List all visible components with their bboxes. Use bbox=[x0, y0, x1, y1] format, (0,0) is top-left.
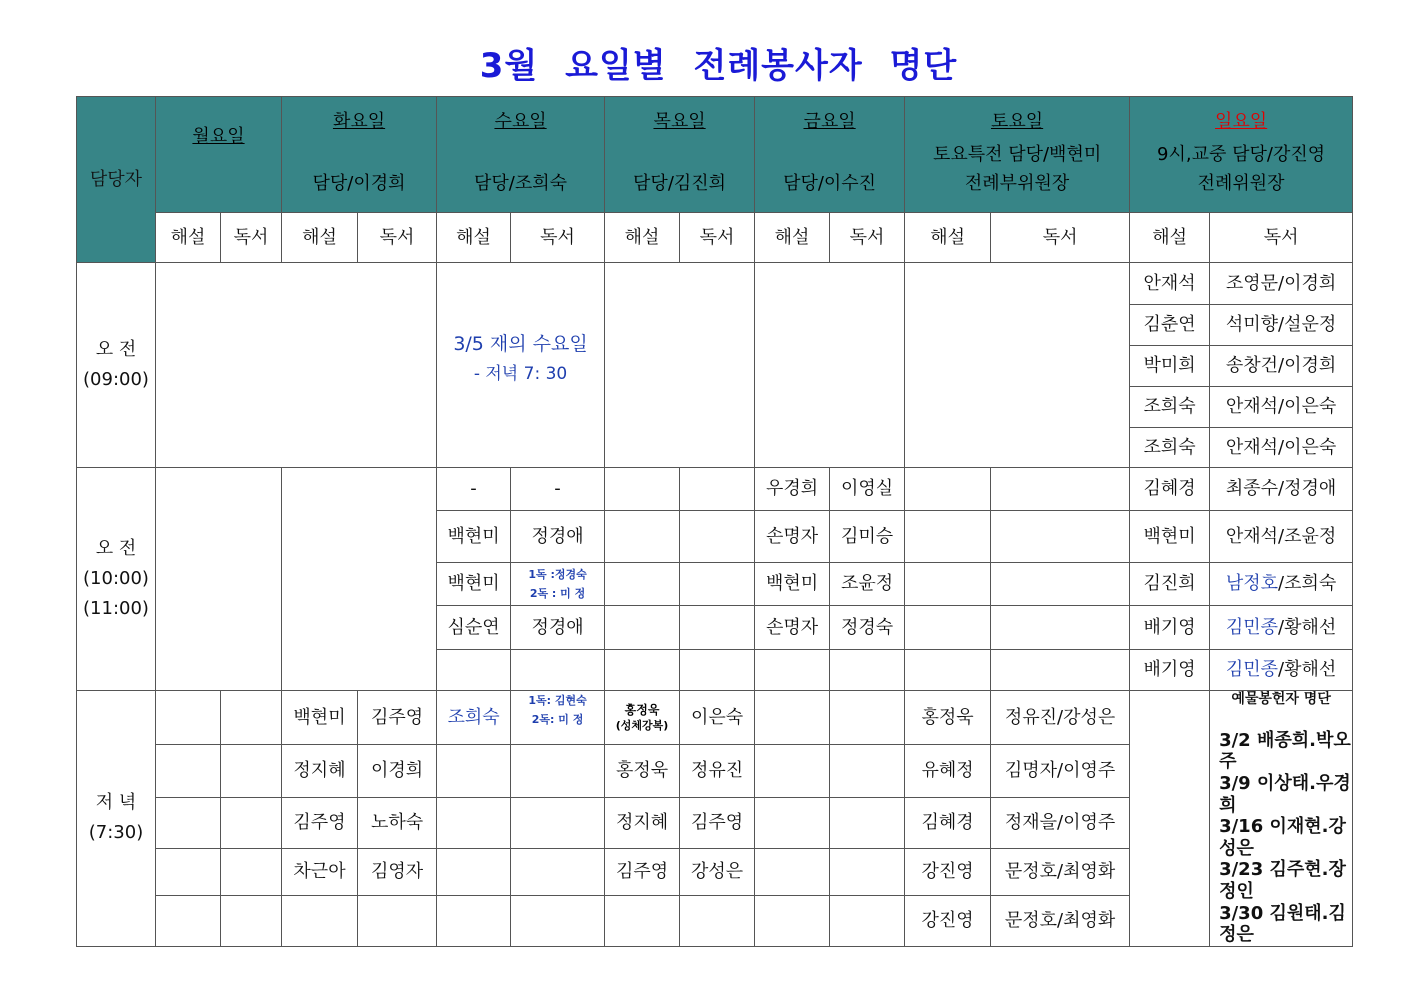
empty-cell bbox=[437, 797, 511, 848]
empty-cell bbox=[511, 849, 605, 896]
sat-eve-commentary: 강진영 bbox=[905, 896, 991, 946]
sunday9-commentary: 안재석 bbox=[1130, 263, 1210, 305]
sun10-reading: 남정호/조희숙 bbox=[1210, 563, 1353, 606]
wed10-commentary: 백현미 bbox=[437, 511, 511, 563]
sun10-reading: 김민종/황해선 bbox=[1210, 606, 1353, 650]
empty-cell bbox=[156, 896, 221, 946]
sat-eve-reading: 정재을/이영주 bbox=[991, 797, 1130, 848]
sunday9-reading: 조영문/이경희 bbox=[1210, 263, 1353, 305]
sunday9-reading: 안재석/이은숙 bbox=[1210, 387, 1353, 428]
commentary-header: 해설 bbox=[1130, 213, 1210, 263]
sunday-header: 일요일 9시,교중 담당/강진영 전례위원장 bbox=[1130, 97, 1353, 213]
wed10-reading: 1독 :정경숙 2독 : 미 정 bbox=[511, 563, 605, 606]
sunday9-reading: 송창건/이경희 bbox=[1210, 346, 1353, 387]
empty-cell bbox=[905, 511, 991, 563]
fri10-reading: 김미승 bbox=[830, 511, 905, 563]
empty-cell bbox=[680, 896, 755, 946]
empty-cell bbox=[830, 691, 905, 745]
fri10-reading: 정경숙 bbox=[830, 606, 905, 650]
saturday-header: 토요일 토요특전 담당/백현미 전례부위원장 bbox=[905, 97, 1130, 213]
reading-header: 독서 bbox=[1210, 213, 1353, 263]
commentary-header: 해설 bbox=[605, 213, 680, 263]
empty-cell bbox=[991, 468, 1130, 511]
tue-eve-commentary: 김주영 bbox=[282, 797, 358, 848]
wed10-commentary: 심순연 bbox=[437, 606, 511, 650]
wed10-reading: 정경애 bbox=[511, 511, 605, 563]
commentary-header: 해설 bbox=[282, 213, 358, 263]
tue-eve-commentary: 차근아 bbox=[282, 849, 358, 896]
empty-cell bbox=[605, 896, 680, 946]
wed-eve-reading: 1독: 김현숙 2독: 미 정 bbox=[511, 691, 605, 745]
thu-eve-commentary: 김주영 bbox=[605, 849, 680, 896]
reading-header: 독서 bbox=[680, 213, 755, 263]
thu-eve-commentary: 홍정욱 bbox=[605, 745, 680, 797]
empty-cell bbox=[221, 691, 282, 745]
empty-cell bbox=[830, 650, 905, 691]
sun10-commentary: 배기영 bbox=[1130, 650, 1210, 691]
fri10-commentary: 손명자 bbox=[755, 606, 830, 650]
wed10-reading: - bbox=[511, 468, 605, 511]
sunday9-commentary: 김춘연 bbox=[1130, 305, 1210, 346]
reading-header: 독서 bbox=[830, 213, 905, 263]
sun10-commentary: 배기영 bbox=[1130, 606, 1210, 650]
empty-cell bbox=[755, 691, 830, 745]
empty-cell bbox=[605, 606, 680, 650]
reading-header: 독서 bbox=[991, 213, 1130, 263]
thu-eve-reading: 이은숙 bbox=[680, 691, 755, 745]
commentary-header: 해설 bbox=[437, 213, 511, 263]
reading-header: 독서 bbox=[511, 213, 605, 263]
empty-cell bbox=[905, 650, 991, 691]
empty-cell bbox=[437, 896, 511, 946]
empty-cell bbox=[991, 606, 1130, 650]
reading-header: 독서 bbox=[358, 213, 437, 263]
empty-cell bbox=[680, 650, 755, 691]
fri10-commentary: 손명자 bbox=[755, 511, 830, 563]
empty-cell bbox=[830, 896, 905, 946]
sunday9-commentary: 조희숙 bbox=[1130, 428, 1210, 468]
empty-cell bbox=[680, 468, 755, 511]
fri10-commentary: 우경희 bbox=[755, 468, 830, 511]
tue-eve-commentary: 정지혜 bbox=[282, 745, 358, 797]
empty-cell bbox=[221, 797, 282, 848]
period-morning10: 오 전 (10:00) (11:00) bbox=[77, 468, 156, 691]
empty-cell bbox=[437, 745, 511, 797]
empty-cell bbox=[905, 468, 991, 511]
sat-eve-reading: 문정호/최영화 bbox=[991, 849, 1130, 896]
period-evening: 저 녁 (7:30) bbox=[77, 691, 156, 947]
wed-eve-commentary: 조희숙 bbox=[437, 691, 511, 745]
sun10-commentary: 백현미 bbox=[1130, 511, 1210, 563]
empty-cell bbox=[511, 896, 605, 946]
tue-eve-reading: 이경희 bbox=[358, 745, 437, 797]
page-title: 3월 요일별 전례봉사자 명단 bbox=[479, 46, 958, 86]
thu-eve-reading: 정유진 bbox=[680, 745, 755, 797]
empty-cell bbox=[221, 849, 282, 896]
thu-eve-commentary: 정지혜 bbox=[605, 797, 680, 848]
empty-cell bbox=[605, 650, 680, 691]
sat-eve-reading: 김명자/이영주 bbox=[991, 745, 1130, 797]
sat-eve-commentary: 홍정욱 bbox=[905, 691, 991, 745]
offering-list: 예물봉헌자 명단 3/2 배종희.박오주 3/9 이상태.우경희 3/16 이재현.강성은 3/23 김주현.장정인 3/30 김원태.김정은 bbox=[1210, 691, 1353, 947]
friday-header: 금요일 담당/이수진 bbox=[755, 97, 905, 213]
empty-cell bbox=[282, 468, 437, 691]
tue-eve-commentary: 백현미 bbox=[282, 691, 358, 745]
empty-cell bbox=[991, 511, 1130, 563]
sunday9-commentary: 박미희 bbox=[1130, 346, 1210, 387]
empty-cell bbox=[905, 263, 1130, 468]
thu-eve-reading: 김주영 bbox=[680, 797, 755, 848]
empty-cell bbox=[221, 745, 282, 797]
empty-cell bbox=[221, 896, 282, 946]
schedule-table bbox=[76, 96, 1353, 947]
sat-eve-commentary: 강진영 bbox=[905, 849, 991, 896]
empty-cell bbox=[156, 745, 221, 797]
empty-cell bbox=[830, 797, 905, 848]
empty-cell bbox=[680, 563, 755, 606]
empty-cell bbox=[755, 896, 830, 946]
sat-eve-commentary: 유혜정 bbox=[905, 745, 991, 797]
sun10-commentary: 김진희 bbox=[1130, 563, 1210, 606]
ash-wednesday-note: 3/5 재의 수요일 - 저녁 7: 30 bbox=[437, 263, 605, 468]
tuesday-header: 화요일 담당/이경희 bbox=[282, 97, 437, 213]
empty-cell bbox=[680, 606, 755, 650]
fri10-reading: 조윤정 bbox=[830, 563, 905, 606]
tue-eve-reading: 김주영 bbox=[358, 691, 437, 745]
empty-cell bbox=[156, 849, 221, 896]
empty-cell bbox=[755, 263, 905, 468]
empty-cell bbox=[905, 563, 991, 606]
commentary-header: 해설 bbox=[755, 213, 830, 263]
empty-cell bbox=[830, 745, 905, 797]
sunday9-commentary: 조희숙 bbox=[1130, 387, 1210, 428]
empty-cell bbox=[156, 691, 221, 745]
wed10-commentary: - bbox=[437, 468, 511, 511]
empty-cell bbox=[511, 745, 605, 797]
sunday9-reading: 석미향/설운정 bbox=[1210, 305, 1353, 346]
empty-cell bbox=[755, 797, 830, 848]
empty-cell bbox=[605, 468, 680, 511]
empty-cell bbox=[991, 563, 1130, 606]
empty-cell bbox=[282, 896, 358, 946]
empty-cell bbox=[156, 468, 282, 691]
monday-header: 월요일 bbox=[156, 97, 282, 213]
thursday-header: 목요일 담당/김진희 bbox=[605, 97, 755, 213]
empty-cell bbox=[1130, 691, 1210, 947]
commentary-header: 해설 bbox=[905, 213, 991, 263]
empty-cell bbox=[680, 511, 755, 563]
manager-header: 담당자 bbox=[77, 97, 156, 263]
reading-header: 독서 bbox=[221, 213, 282, 263]
empty-cell bbox=[156, 797, 221, 848]
period-morning9: 오 전 (09:00) bbox=[77, 263, 156, 468]
sun10-reading: 최종수/정경애 bbox=[1210, 468, 1353, 511]
empty-cell bbox=[511, 797, 605, 848]
empty-cell bbox=[755, 849, 830, 896]
sat-eve-reading: 문정호/최영화 bbox=[991, 896, 1130, 946]
tue-eve-reading: 김영자 bbox=[358, 849, 437, 896]
tue-eve-reading: 노하숙 bbox=[358, 797, 437, 848]
empty-cell bbox=[605, 511, 680, 563]
empty-cell bbox=[755, 745, 830, 797]
sunday9-reading: 안재석/이은숙 bbox=[1210, 428, 1353, 468]
commentary-header: 해설 bbox=[156, 213, 221, 263]
sat-eve-reading: 정유진/강성은 bbox=[991, 691, 1130, 745]
fri10-commentary: 백현미 bbox=[755, 563, 830, 606]
wed10-commentary: 백현미 bbox=[437, 563, 511, 606]
empty-cell bbox=[991, 650, 1130, 691]
sun10-commentary: 김혜경 bbox=[1130, 468, 1210, 511]
empty-cell bbox=[605, 563, 680, 606]
fri10-reading: 이영실 bbox=[830, 468, 905, 511]
sun10-reading: 안재석/조윤정 bbox=[1210, 511, 1353, 563]
thu-eve-commentary: 홍정욱 (성체강복) bbox=[605, 691, 680, 745]
empty-cell bbox=[437, 849, 511, 896]
empty-cell bbox=[605, 263, 755, 468]
empty-cell bbox=[437, 650, 511, 691]
thu-eve-reading: 강성은 bbox=[680, 849, 755, 896]
sat-eve-commentary: 김혜경 bbox=[905, 797, 991, 848]
empty-cell bbox=[755, 650, 830, 691]
empty-cell bbox=[830, 849, 905, 896]
wednesday-header: 수요일 담당/조희숙 bbox=[437, 97, 605, 213]
empty-cell bbox=[156, 263, 437, 468]
sun10-reading: 김민종/황해선 bbox=[1210, 650, 1353, 691]
wed10-reading: 정경애 bbox=[511, 606, 605, 650]
empty-cell bbox=[511, 650, 605, 691]
empty-cell bbox=[358, 896, 437, 946]
empty-cell bbox=[905, 606, 991, 650]
